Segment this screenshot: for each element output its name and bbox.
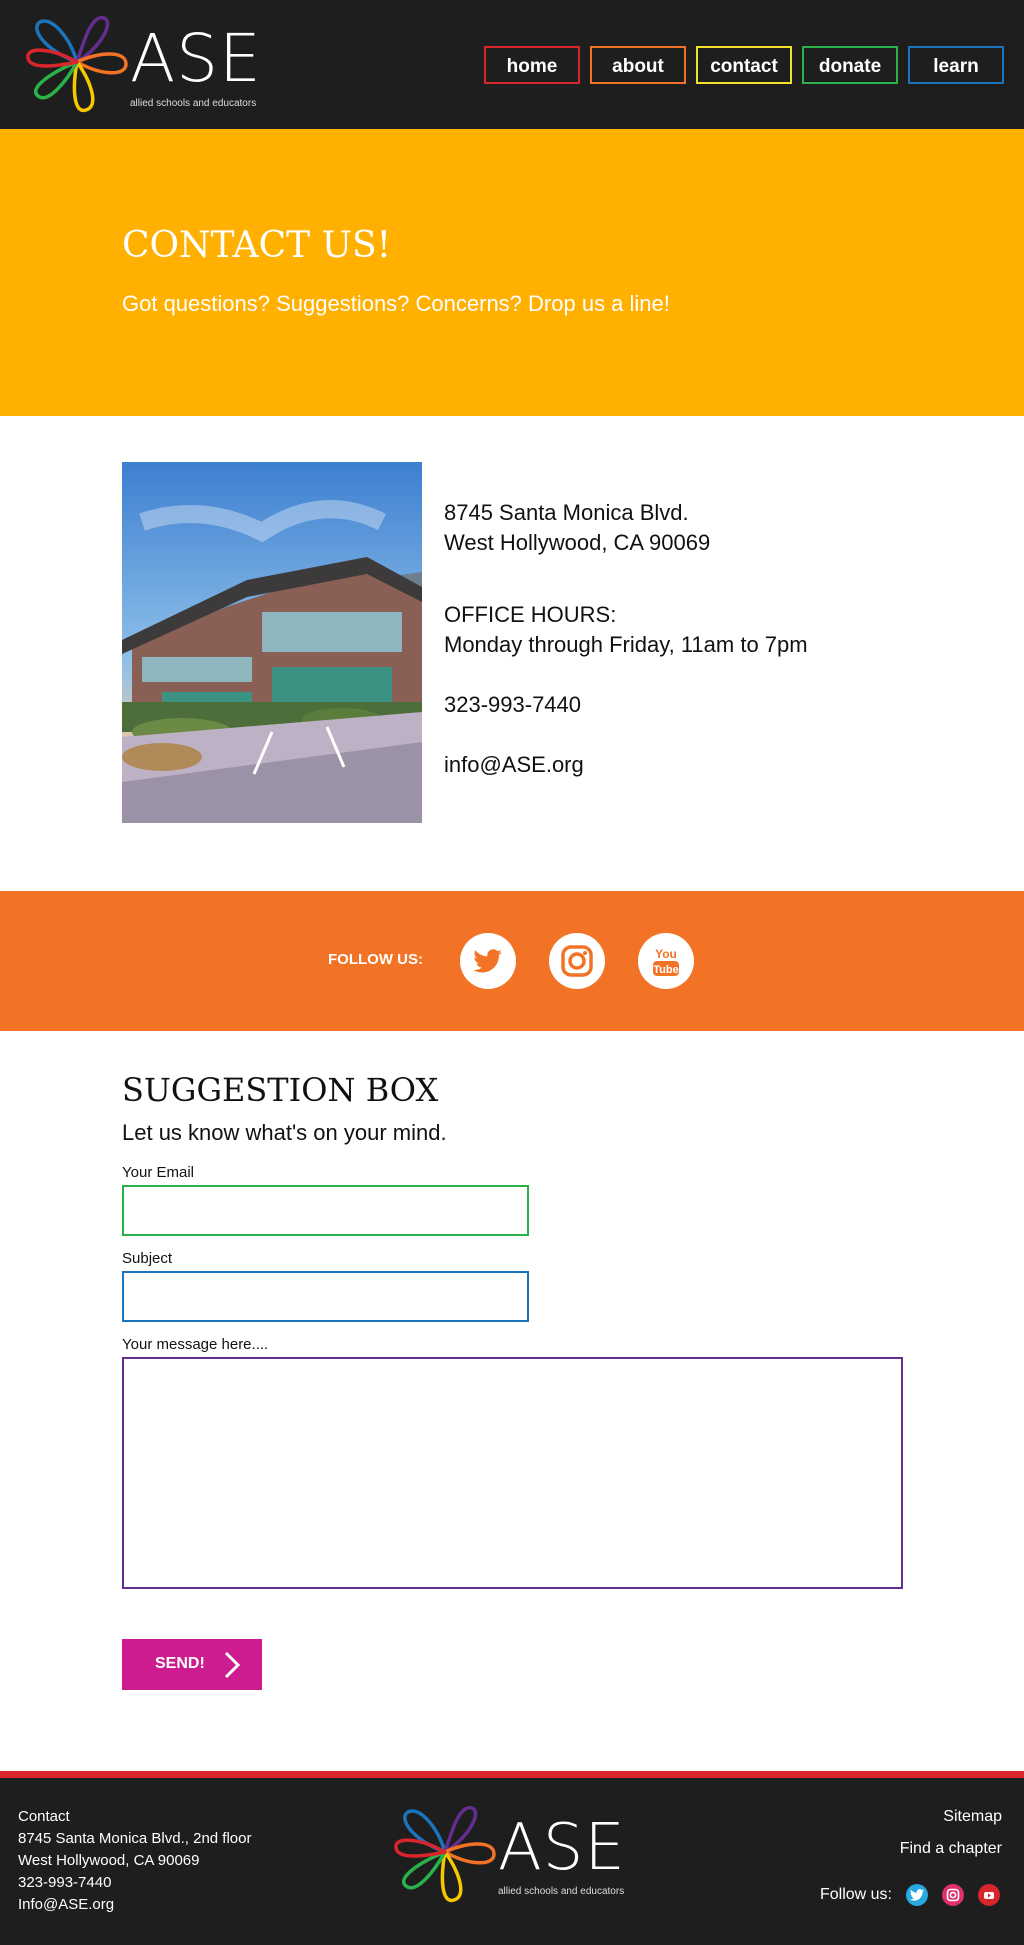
suggestion-box-title: SUGGESTION BOX	[122, 1071, 439, 1109]
email-address[interactable]: info@ASE.org	[444, 752, 584, 777]
message-label: Your message here....	[122, 1336, 269, 1353]
logo-flower-icon	[390, 1800, 500, 1905]
follow-us-label: FOLLOW US:	[328, 951, 423, 968]
email-field[interactable]	[122, 1185, 529, 1236]
youtube-icon[interactable]	[638, 933, 694, 989]
follow-us-band	[0, 891, 1024, 1031]
footer-contact	[18, 1806, 251, 1916]
suggestion-box	[122, 1070, 902, 1589]
svg-text:You: You	[655, 947, 677, 961]
office-hours: Monday through Friday, 11am to 7pm	[444, 632, 808, 657]
footer-address-line2: West Hollywood, CA 90069	[18, 1852, 200, 1869]
office-building-photo	[122, 462, 422, 823]
site-header	[0, 0, 1024, 129]
footer-links	[900, 1808, 1002, 1872]
footer-follow-label: Follow us:	[819, 1886, 892, 1903]
footer-logo-wordmark: ASE	[498, 1811, 626, 1885]
logo-tagline: allied schools and educators	[130, 98, 257, 109]
nav-contact[interactable]: contact	[696, 46, 792, 84]
subject-field[interactable]	[122, 1271, 529, 1322]
site-footer	[0, 1778, 1024, 1945]
footer-email[interactable]: Info@ASE.org	[18, 1896, 115, 1913]
page-title: CONTACT US!	[122, 225, 392, 266]
nav-learn[interactable]: learn	[908, 46, 1004, 84]
sitemap-link[interactable]: Sitemap	[943, 1808, 1002, 1825]
logo-flower-icon	[22, 10, 132, 115]
footer-phone[interactable]: 323-993-7440	[18, 1874, 112, 1891]
phone-number[interactable]: 323-993-7440	[444, 692, 582, 717]
twitter-icon[interactable]	[906, 1884, 928, 1906]
footer-contact-heading: Contact	[18, 1808, 70, 1825]
address-line2: West Hollywood, CA 90069	[444, 530, 711, 555]
find-chapter-link[interactable]: Find a chapter	[899, 1840, 1002, 1857]
chevron-right-icon	[222, 1651, 242, 1679]
nav-about[interactable]: about	[590, 46, 686, 84]
subject-label: Subject	[122, 1250, 173, 1267]
footer-divider	[0, 1771, 1024, 1778]
message-textarea[interactable]	[122, 1357, 903, 1589]
contact-details	[444, 498, 808, 780]
hero-banner	[0, 129, 1024, 416]
nav-donate[interactable]: donate	[802, 46, 898, 84]
footer-follow	[820, 1884, 1000, 1906]
send-button[interactable]	[122, 1639, 262, 1690]
send-button-label: SEND!	[155, 1655, 205, 1672]
ase-logo[interactable]	[22, 10, 272, 115]
footer-logo[interactable]	[390, 1800, 640, 1905]
suggestion-box-lead: Let us know what's on your mind.	[122, 1120, 447, 1145]
main-nav	[484, 46, 1004, 84]
youtube-icon[interactable]	[978, 1884, 1000, 1906]
address-line1: 8745 Santa Monica Blvd.	[444, 500, 689, 525]
footer-logo-tagline: allied schools and educators	[498, 1886, 625, 1897]
nav-home[interactable]: home	[484, 46, 580, 84]
footer-address-line1: 8745 Santa Monica Blvd., 2nd floor	[18, 1830, 252, 1847]
svg-text:Tube: Tube	[653, 964, 679, 976]
office-hours-title: OFFICE HOURS:	[444, 602, 617, 627]
logo-wordmark: ASE	[130, 20, 262, 97]
instagram-icon[interactable]	[942, 1884, 964, 1906]
instagram-icon[interactable]	[549, 933, 605, 989]
email-label: Your Email	[122, 1164, 194, 1181]
page-subtitle: Got questions? Suggestions? Concerns? Drop us a line!	[122, 291, 670, 316]
twitter-icon[interactable]	[460, 933, 516, 989]
